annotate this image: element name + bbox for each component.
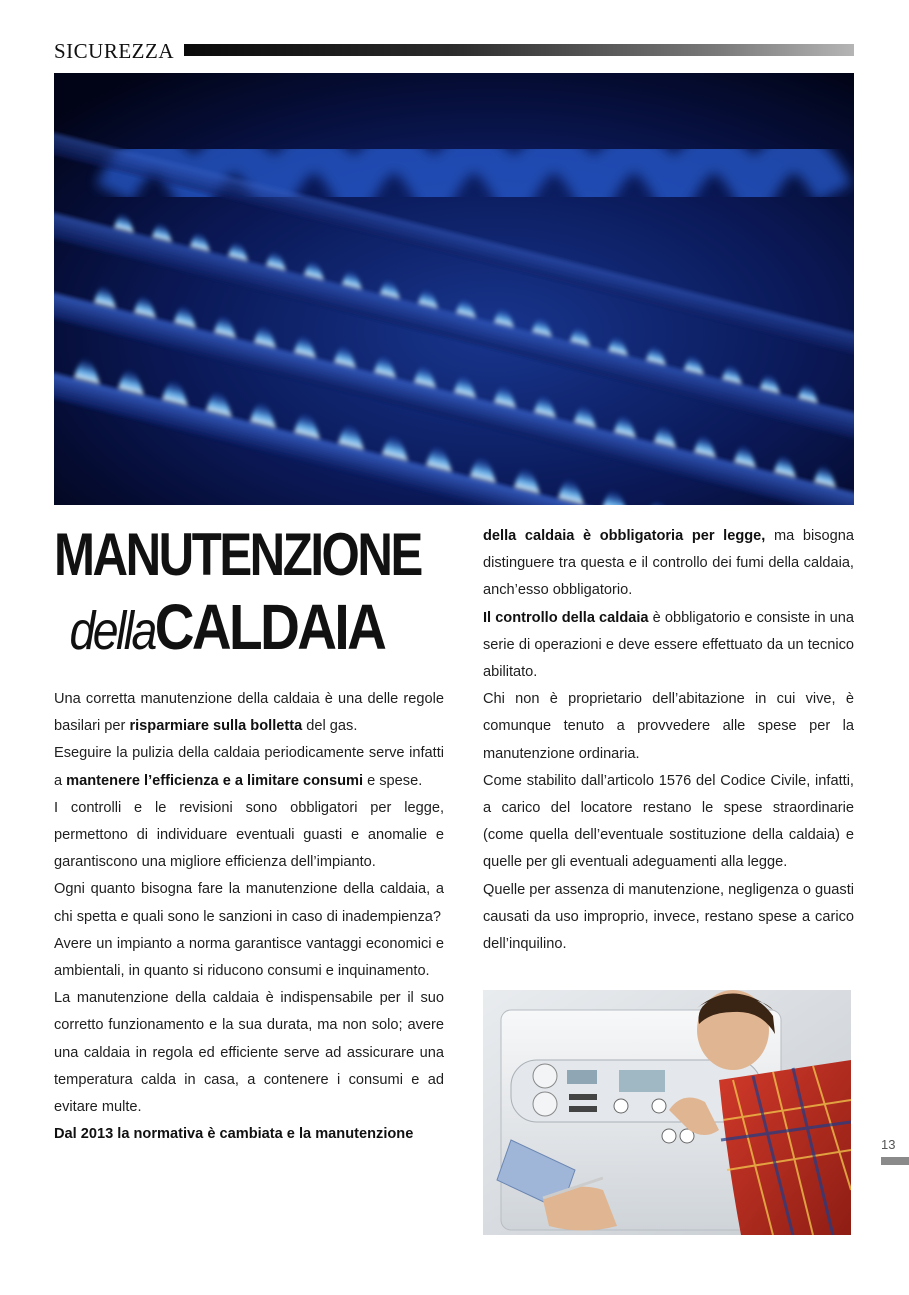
title-bold-word: CALDAIA bbox=[154, 591, 385, 663]
paragraph: I controlli e le revisioni sono obbligatori per legge, permettono di individuare eventuali guasti e anomalie e garantiscono una migliore efficienza dell’impianto. bbox=[54, 799, 444, 871]
title-line-2 bbox=[54, 590, 391, 664]
paragraph: La manutenzione della caldaia è indispensabile per il suo corretto funzionamento e la sua durata, ma non solo; avere una caldaia in regola ed efficiente serve ad assicurare una temperatura calda in casa, a contenere i consumi e ad evitare multe. bbox=[54, 990, 444, 1116]
paragraph: Come stabilito dall’articolo 1576 del Codice Civile, infatti, a carico del locatore restano le spese straordinarie (come quella dell’eventuale sostituzione della caldaia) e quelle per gli eventuali adeguamenti alla legge. bbox=[483, 772, 854, 871]
gas-flames-image bbox=[54, 73, 854, 505]
section-divider-bar bbox=[184, 44, 854, 56]
section-label: SICUREZZA bbox=[54, 39, 174, 63]
title-line-1: MANUTENZIONE bbox=[54, 521, 421, 588]
left-text-column bbox=[54, 686, 444, 1148]
article-title bbox=[54, 522, 446, 664]
technician-boiler-photo bbox=[483, 990, 851, 1235]
paragraph: della caldaia è obbligatoria per legge, ma bisogna distinguere tra questa e il controllo dei fumi della caldaia, anch’esso obbligatorio. bbox=[483, 528, 854, 599]
paragraph: Una corretta manutenzione della caldaia è una delle regole basilari per risparmiare sulla bolletta del gas. bbox=[54, 691, 444, 735]
right-text-column bbox=[483, 523, 854, 958]
paragraph: Eseguire la pulizia della caldaia periodicamente serve infatti a mantenere l’efficienza e a limitare consumi e spese. bbox=[54, 745, 444, 789]
paragraph: Quelle per assenza di manutenzione, negligenza o guasti causati da uso improprio, invece, restano spese a carico dell’inquilino. bbox=[483, 881, 854, 953]
paragraph: Il controllo della caldaia è obbligatorio e consiste in una serie di operazioni e deve essere effettuato da un tecnico abilitato. bbox=[483, 609, 854, 681]
paragraph: Ogni quanto bisogna fare la manutenzione della caldaia, a chi spetta e quali sono le sanzioni in caso di inadempienza? bbox=[54, 881, 444, 925]
paragraph: Avere un impianto a norma garantisce vantaggi economici e ambientali, in quanto si riducono consumi e inquinamento. bbox=[54, 935, 444, 980]
title-italic-word: della bbox=[69, 601, 155, 661]
page-number: 13 bbox=[881, 1137, 896, 1152]
paragraph: Dal 2013 la normativa è cambiata e la manutenzione bbox=[54, 1126, 414, 1143]
paragraph: Chi non è proprietario dell’abitazione in cui vive, è comunque tenuto a provvedere alle spese per la manutenzione ordinaria. bbox=[483, 691, 854, 762]
page-number-bar bbox=[881, 1157, 909, 1165]
